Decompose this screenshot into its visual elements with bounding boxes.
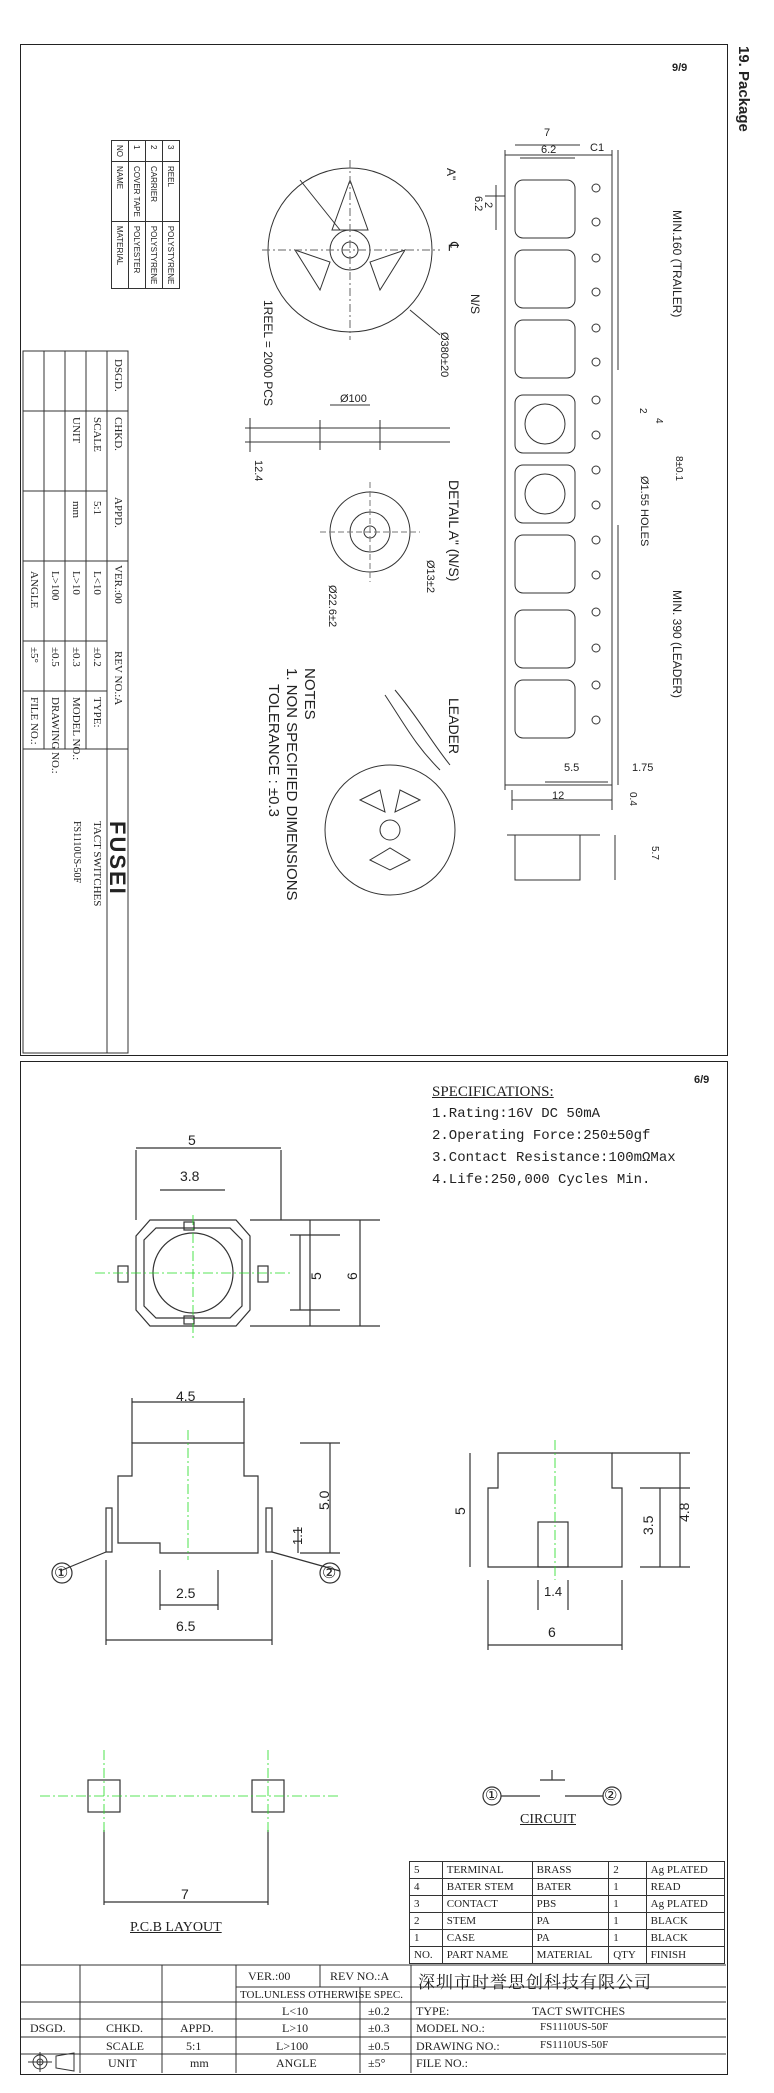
tb-scale: SCALE bbox=[106, 2039, 145, 2053]
dim-front-6-5: 6.5 bbox=[176, 1618, 196, 1634]
tb-r-rev: REV NO.:A bbox=[112, 651, 124, 706]
tb-model-label: MODEL NO.: bbox=[416, 2021, 485, 2035]
tb-file-label: FILE NO.: bbox=[416, 2056, 468, 2070]
tb-unit: UNIT bbox=[108, 2056, 137, 2070]
tb-pm02: ±0.2 bbox=[368, 2004, 390, 2018]
tb-r-appd: APPD. bbox=[112, 497, 124, 528]
part-material: BRASS bbox=[532, 1862, 609, 1879]
dim-tape-2: 2 bbox=[482, 202, 494, 209]
part-finish: READ bbox=[646, 1879, 724, 1896]
tb-unit-value: mm bbox=[190, 2056, 209, 2070]
part-name: CASE bbox=[442, 1930, 532, 1947]
spec-line: 1.Rating:16V DC 50mA bbox=[432, 1106, 601, 1122]
label-ns: N/S bbox=[468, 294, 482, 315]
part-material: PBS bbox=[532, 1896, 609, 1913]
bom-material: POLYESTER bbox=[129, 221, 146, 289]
tb-r-model-value: FS1110US-50F bbox=[71, 821, 82, 884]
tb-r-chkd: CHKD. bbox=[112, 417, 124, 451]
bom-no: 2 bbox=[146, 141, 163, 162]
dim-front-4-5: 4.5 bbox=[176, 1388, 196, 1404]
dim-pitch-8: 8±0.1 bbox=[673, 456, 684, 481]
tb-r-pm02: ±0.2 bbox=[91, 647, 103, 667]
header-qty: QTY bbox=[609, 1947, 646, 1964]
label-trailer: MIN.160 (TRAILER) bbox=[670, 210, 684, 318]
tb-r-ver: VER.:00 bbox=[112, 565, 124, 604]
tb-r-brand: FUSEI bbox=[105, 821, 130, 896]
tb-rev: REV NO.:A bbox=[330, 1969, 390, 1983]
part-no: 1 bbox=[410, 1930, 443, 1947]
dim-top-3-8: 3.8 bbox=[180, 1168, 200, 1184]
tb-r-l10: L<10 bbox=[91, 571, 103, 595]
dim-side-4-8: 4.8 bbox=[676, 1502, 692, 1522]
tb-angle: ANGLE bbox=[276, 2056, 317, 2070]
part-material: PA bbox=[532, 1930, 609, 1947]
dim-tape-c1: C1 bbox=[590, 142, 605, 154]
tb-company: 深圳市时誉思创科技有限公司 bbox=[418, 1973, 652, 1992]
part-name: BATER STEM bbox=[442, 1879, 532, 1896]
tb-ver: VER.:00 bbox=[248, 1969, 291, 1983]
tb-r-type-label: TYPE: bbox=[91, 697, 103, 728]
part-name: STEM bbox=[442, 1913, 532, 1930]
part-no: 5 bbox=[410, 1862, 443, 1879]
dim-pitch-4: 4 bbox=[653, 418, 664, 424]
tb-r-scale: SCALE bbox=[91, 417, 103, 452]
bom-name: REEL bbox=[163, 162, 180, 222]
tb-r-pm5: ±5° bbox=[28, 647, 40, 663]
part-qty: 1 bbox=[609, 1930, 646, 1947]
part-no: 3 bbox=[410, 1896, 443, 1913]
dim-pcb-7: 7 bbox=[181, 1886, 189, 1902]
tb-pm05: ±0.5 bbox=[368, 2039, 390, 2053]
spec-line: 4.Life:250,000 Cycles Min. bbox=[432, 1172, 651, 1188]
tb-type-value: TACT SWITCHES bbox=[532, 2004, 626, 2018]
tb-r-l100: L>100 bbox=[49, 571, 61, 601]
tb-r-pm03: ±0.3 bbox=[70, 647, 82, 667]
part-finish: BLACK bbox=[646, 1930, 724, 1947]
tb-pm5: ±5° bbox=[368, 2056, 386, 2070]
part-finish: Ag PLATED bbox=[646, 1862, 724, 1879]
label-hub-diameter: Ø100 bbox=[340, 393, 367, 405]
part-name: CONTACT bbox=[442, 1896, 532, 1913]
bom-name: CARRIER bbox=[146, 162, 163, 222]
tb-type-label: TYPE: bbox=[416, 2004, 450, 2018]
page-number: 9/9 bbox=[672, 62, 688, 74]
dim-height-5-7: 5.7 bbox=[649, 846, 660, 860]
label-sprocket-holes: Ø1.55 HOLES bbox=[638, 476, 650, 547]
part-no: 2 bbox=[410, 1913, 443, 1930]
label-leader-length: MIN. 390 (LEADER) bbox=[670, 590, 684, 699]
part-qty: 1 bbox=[609, 1913, 646, 1930]
tb-tol: TOL.UNLESS OTHERWISE SPEC. bbox=[240, 1989, 403, 2001]
tb-r-model-label: MODEL NO.: bbox=[70, 697, 82, 761]
pcb-layout-label: P.C.B LAYOUT bbox=[130, 1920, 222, 1935]
dim-side-5: 5 bbox=[452, 1507, 468, 1515]
part-name: TERMINAL bbox=[442, 1862, 532, 1879]
part-finish: Ag PLATED bbox=[646, 1896, 724, 1913]
label-detail-d2: Ø13±2 bbox=[424, 560, 436, 593]
part-finish: BLACK bbox=[646, 1913, 724, 1930]
dim-front-1-1: 1.1 bbox=[290, 1526, 305, 1545]
section-heading: 19. Package bbox=[735, 46, 752, 132]
tb-drawing-label: DRAWING NO.: bbox=[416, 2039, 500, 2053]
tb-r-unit-value: mm bbox=[70, 501, 82, 519]
label-detail-a-mark: A" bbox=[444, 168, 458, 181]
bom-material: POLYSTYRENE bbox=[163, 221, 180, 289]
header-no: NO. bbox=[410, 1947, 443, 1964]
dim-front-5-0: 5.0 bbox=[316, 1490, 332, 1510]
header-finish: FINISH bbox=[646, 1947, 724, 1964]
specs-title: SPECIFICATIONS: bbox=[432, 1084, 554, 1100]
projection-symbol bbox=[28, 2052, 74, 2072]
dim-tape-7: 7 bbox=[544, 127, 551, 139]
spec-line: 2.Operating Force:250±50gf bbox=[432, 1128, 651, 1144]
tb-chkd: CHKD. bbox=[106, 2021, 144, 2035]
tb-l10: L<10 bbox=[282, 2004, 309, 2018]
tb-r-type-value: TACT SWITCHES bbox=[91, 821, 103, 907]
dim-side-6: 6 bbox=[548, 1624, 556, 1640]
tb-r-scale-value: 5:1 bbox=[91, 501, 103, 516]
label-reel-qty: 1REEL = 2000 PCS bbox=[261, 300, 275, 406]
bom-no: 1 bbox=[129, 141, 146, 162]
tb-l100: L>100 bbox=[276, 2039, 309, 2053]
tb-dsgd: DSGD. bbox=[30, 2021, 66, 2035]
notes-line-2: TOLERANCE : ±0.3 bbox=[265, 684, 282, 818]
dim-side-3-5: 3.5 bbox=[640, 1515, 656, 1535]
bom-header-material: MATERIAL bbox=[112, 221, 129, 289]
notes-line-1: 1. NON SPECIFIED DIMENSIONS bbox=[283, 668, 300, 901]
tb-appd: APPD. bbox=[180, 2021, 214, 2035]
dim-width-1-75: 1.75 bbox=[632, 762, 654, 774]
bom-header-no: NO bbox=[112, 141, 129, 162]
tb-r-pm05: ±0.5 bbox=[49, 647, 61, 667]
header-name: PART NAME bbox=[442, 1947, 532, 1964]
dim-front-2-5: 2.5 bbox=[176, 1585, 196, 1601]
label-leader: LEADER bbox=[446, 698, 462, 755]
dim-width-12: 12 bbox=[552, 790, 565, 802]
pin-1-label: ① bbox=[54, 1565, 69, 1582]
part-qty: 2 bbox=[609, 1862, 646, 1879]
label-center-mark: ℄ bbox=[446, 242, 462, 251]
part-qty: 1 bbox=[609, 1896, 646, 1913]
tb-model-value: FS1110US-50F bbox=[540, 2021, 609, 2033]
dim-side-1-4: 1.4 bbox=[544, 1584, 563, 1599]
page-number: 6/9 bbox=[694, 1074, 710, 1086]
tb-r-dsgd: DSGD. bbox=[112, 359, 124, 392]
circuit-label: CIRCUIT bbox=[520, 1812, 576, 1827]
part-qty: 1 bbox=[609, 1879, 646, 1896]
dim-tape-6-2: 6.2 bbox=[541, 144, 557, 156]
tb-drawing-value: FS1110US-50F bbox=[540, 2039, 609, 2051]
dim-width-5-5: 5.5 bbox=[564, 762, 580, 774]
tb-r-angle: ANGLE bbox=[28, 571, 40, 609]
label-reel-diameter: Ø380±20 bbox=[438, 332, 450, 378]
tb-l10b: L>10 bbox=[282, 2021, 309, 2035]
part-material: PA bbox=[532, 1913, 609, 1930]
part-no: 4 bbox=[410, 1879, 443, 1896]
tb-r-file-label: FILE NO.: bbox=[28, 697, 40, 745]
tb-r-unit: UNIT bbox=[70, 417, 82, 444]
dim-top-6-vertical: 6 bbox=[344, 1272, 360, 1280]
spec-line: 3.Contact Resistance:100mΩMax bbox=[432, 1150, 676, 1166]
dim-tape-6-2b: 6.2 bbox=[472, 196, 484, 212]
dim-top-5: 5 bbox=[188, 1132, 196, 1148]
circuit-pin-2: ② bbox=[604, 1788, 618, 1804]
tb-r-l10b: L>10 bbox=[70, 571, 82, 595]
notes-title: NOTES bbox=[301, 668, 318, 720]
label-detail-title: DETAIL A" (N/S) bbox=[446, 480, 462, 582]
dim-height-0-4: 0.4 bbox=[627, 792, 638, 806]
dim-top-5-vertical: 5 bbox=[308, 1272, 324, 1280]
circuit-pin-1: ① bbox=[485, 1788, 499, 1804]
bom-material: POLYSTYRENE bbox=[146, 221, 163, 289]
pin-2-label: ② bbox=[322, 1565, 337, 1582]
header-material: MATERIAL bbox=[532, 1947, 609, 1964]
bom-name: COVER TAPE bbox=[129, 162, 146, 222]
part-material: BATER bbox=[532, 1879, 609, 1896]
dim-pitch-2: 2 bbox=[637, 408, 648, 414]
tb-scale-value: 5:1 bbox=[186, 2039, 202, 2053]
label-detail-d1: Ø22.6±2 bbox=[326, 585, 338, 628]
tb-r-drawing-label: DRAWING NO.: bbox=[49, 697, 61, 774]
label-reel-width: 12.4 bbox=[252, 460, 264, 482]
tb-pm03: ±0.3 bbox=[368, 2021, 390, 2035]
bom-header-name: NAME bbox=[112, 162, 129, 222]
bom-no: 3 bbox=[163, 141, 180, 162]
